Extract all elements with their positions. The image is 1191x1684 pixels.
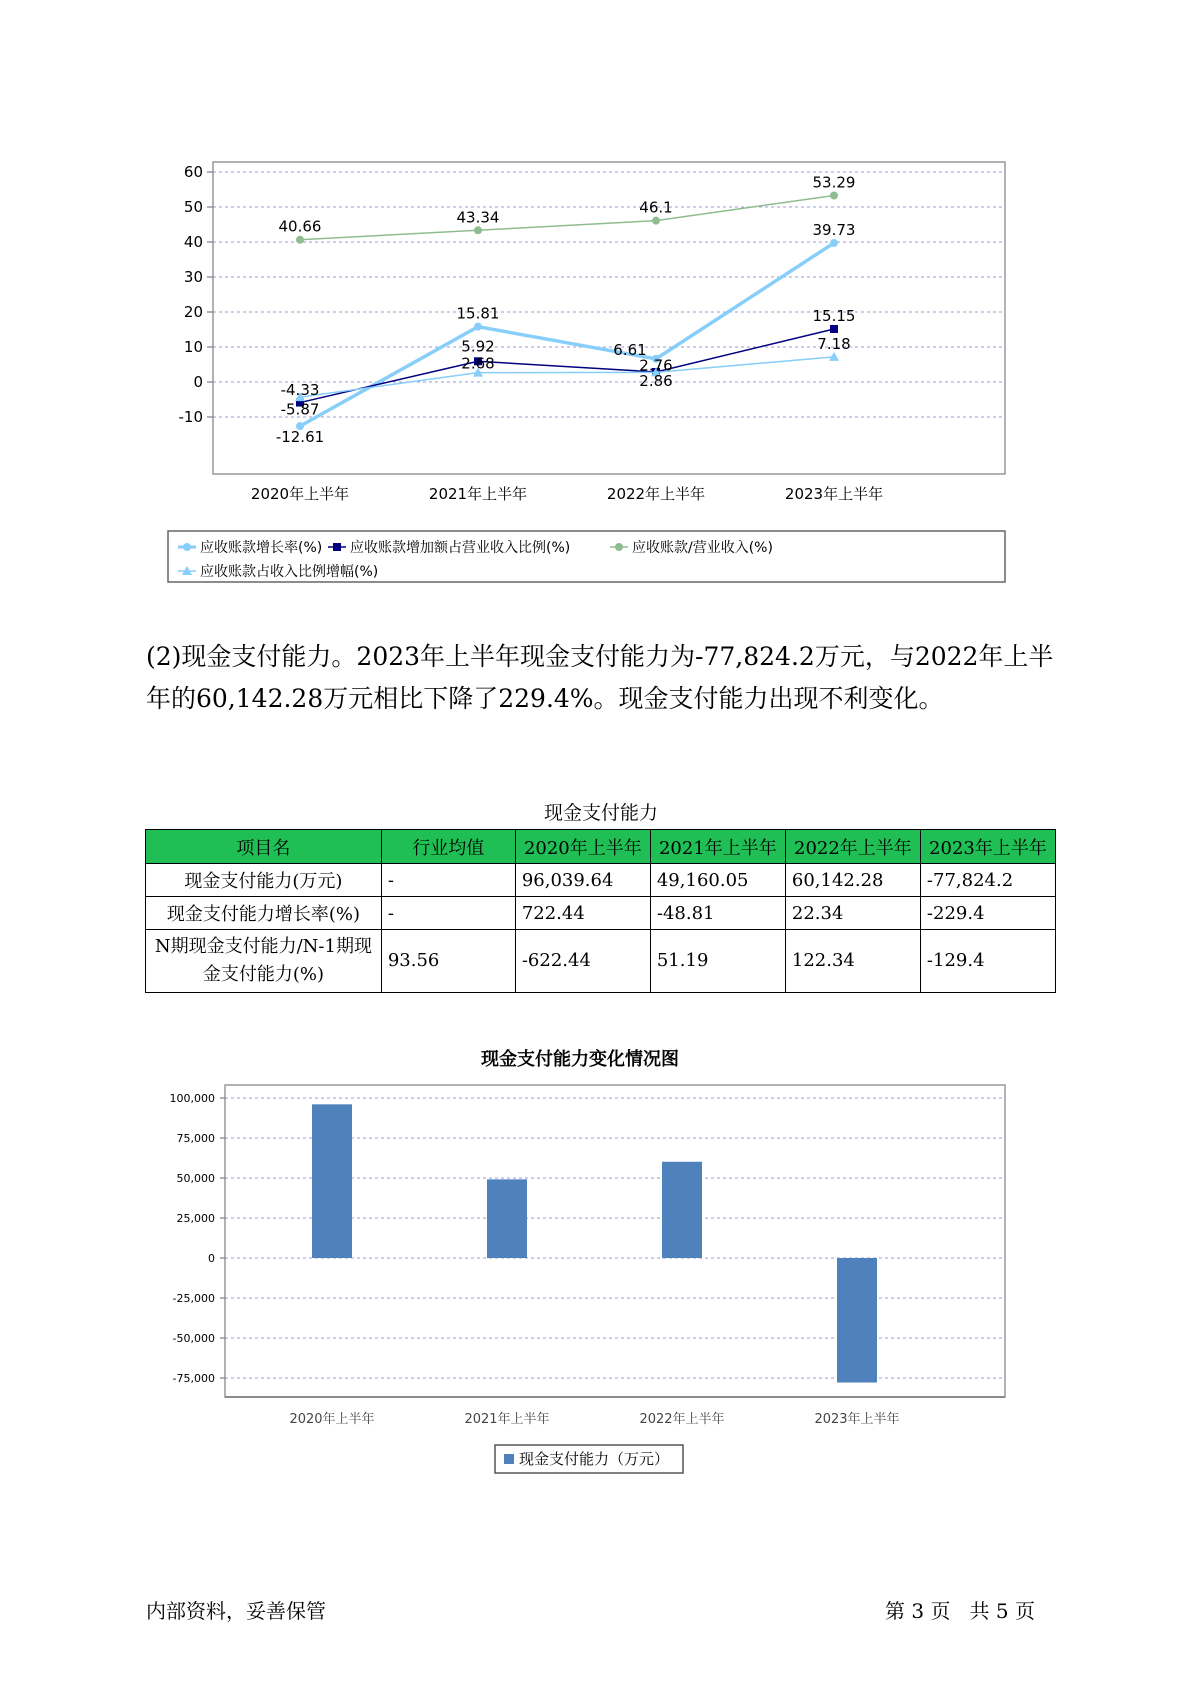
data-label: -5.87 <box>280 400 320 419</box>
table-cell: 722.44 <box>515 897 650 930</box>
x-tick-label: 2021年上半年 <box>428 485 528 503</box>
table-header-row <box>146 830 1056 864</box>
x-tick-label: 2023年上半年 <box>784 485 884 503</box>
table-row <box>146 897 1056 930</box>
data-point <box>474 226 482 234</box>
table-row <box>146 864 1056 897</box>
data-label: -12.61 <box>275 428 325 447</box>
header-2022: 2022年上半年 <box>785 830 920 864</box>
data-point <box>830 191 838 199</box>
y-tick-label: -75,000 <box>172 1372 215 1385</box>
x-tick-label: 2020年上半年 <box>250 485 350 503</box>
legend-marker <box>183 543 191 551</box>
y-tick-label: 30 <box>183 268 203 286</box>
footer-page-number: 第 3 页 共 5 页 <box>885 1599 1035 1623</box>
data-label: 2.86 <box>639 371 673 390</box>
legend-label: 应收账款/营业收入(%) <box>632 540 773 556</box>
legend-label: 应收账款增长率(%) <box>200 540 323 556</box>
data-label: 15.81 <box>456 304 500 323</box>
y-tick-label: 10 <box>183 338 203 356</box>
footer-confidential: 内部资料，妥善保管 <box>146 1599 326 1623</box>
y-tick-label: 0 <box>193 373 203 391</box>
data-label: 5.92 <box>461 337 495 356</box>
data-point <box>830 325 838 333</box>
table-cell: -77,824.2 <box>920 864 1055 897</box>
data-label: 40.66 <box>278 217 322 236</box>
data-label: 15.15 <box>812 306 856 325</box>
legend-label: 应收账款占收入比例增幅(%) <box>200 564 379 580</box>
table-cell: - <box>381 897 515 930</box>
row-label: 现金支付能力(万元) <box>146 864 382 897</box>
y-tick-label: -50,000 <box>172 1332 215 1345</box>
y-tick-label: 40 <box>183 233 203 251</box>
data-point <box>474 323 482 331</box>
table-cell: 96,039.64 <box>515 864 650 897</box>
chart-title: 现金支付能力变化情况图 <box>481 1049 679 1070</box>
table-cell: 51.19 <box>650 930 785 993</box>
legend-marker <box>615 543 623 551</box>
data-label: 7.18 <box>817 334 851 353</box>
y-tick-label: 20 <box>183 303 203 321</box>
legend-label: 现金支付能力（万元） <box>519 1450 670 1468</box>
table-cell: -129.4 <box>920 930 1055 993</box>
y-tick-label: 25,000 <box>176 1212 215 1225</box>
table-cell: 49,160.05 <box>650 864 785 897</box>
x-tick-label: 2022年上半年 <box>639 1412 725 1427</box>
table-cell: 93.56 <box>381 930 515 993</box>
table-cell: 122.34 <box>785 930 920 993</box>
legend-label: 应收账款增加额占营业收入比例(%) <box>350 540 571 556</box>
header-2023: 2023年上半年 <box>920 830 1055 864</box>
header-2020: 2020年上半年 <box>515 830 650 864</box>
y-tick-label: -10 <box>178 408 203 426</box>
table-cell: 60,142.28 <box>785 864 920 897</box>
data-label: -4.33 <box>280 381 320 400</box>
plot-area <box>213 162 1005 474</box>
legend-swatch <box>504 1454 514 1464</box>
row-label: N期现金支付能力/N-1期现金支付能力(%) <box>146 930 382 993</box>
legend-marker <box>333 543 341 551</box>
data-point <box>652 217 660 225</box>
table-cell: -229.4 <box>920 897 1055 930</box>
bar <box>312 1104 352 1258</box>
data-label: 2.68 <box>461 354 495 373</box>
bar <box>662 1162 702 1258</box>
row-label: 现金支付能力增长率(%) <box>146 897 382 930</box>
data-label: 46.1 <box>639 198 673 217</box>
x-tick-label: 2023年上半年 <box>814 1412 900 1427</box>
table-cell: -622.44 <box>515 930 650 993</box>
table-title: 现金支付能力 <box>543 802 658 824</box>
y-tick-label: 50,000 <box>176 1172 215 1185</box>
y-tick-label: 0 <box>208 1252 215 1265</box>
y-tick-label: 60 <box>183 163 203 181</box>
table-cell: -48.81 <box>650 897 785 930</box>
y-tick-label: 100,000 <box>169 1092 215 1105</box>
table-cell: 22.34 <box>785 897 920 930</box>
cash-payment-table <box>145 829 1056 993</box>
data-label: 43.34 <box>456 208 500 227</box>
bar <box>487 1179 527 1258</box>
header-item-name: 项目名 <box>146 830 382 864</box>
data-point <box>296 236 304 244</box>
header-industry-avg: 行业均值 <box>381 830 515 864</box>
data-label: 6.61 <box>613 340 647 359</box>
table-cell: - <box>381 864 515 897</box>
y-tick-label: -25,000 <box>172 1292 215 1305</box>
y-tick-label: 75,000 <box>176 1132 215 1145</box>
y-tick-label: 50 <box>183 198 203 216</box>
cash-payment-bar-chart <box>150 1040 1010 1500</box>
data-point <box>830 239 838 247</box>
data-label: 39.73 <box>812 220 856 239</box>
x-tick-label: 2021年上半年 <box>464 1412 550 1427</box>
receivables-line-chart <box>150 150 1010 590</box>
x-tick-label: 2020年上半年 <box>289 1412 375 1427</box>
x-tick-label: 2022年上半年 <box>606 485 706 503</box>
cash-payment-paragraph: (2)现金支付能力。2023年上半年现金支付能力为-77,824.2万元，与2022年上半年的60,142.28万元相比下降了229.4%。现金支付能力出现不利变化。 <box>146 642 1054 713</box>
table-row <box>146 930 1056 993</box>
bar <box>837 1258 877 1383</box>
data-label: 2.76 <box>639 356 673 375</box>
header-2021: 2021年上半年 <box>650 830 785 864</box>
data-label: 53.29 <box>812 173 856 192</box>
